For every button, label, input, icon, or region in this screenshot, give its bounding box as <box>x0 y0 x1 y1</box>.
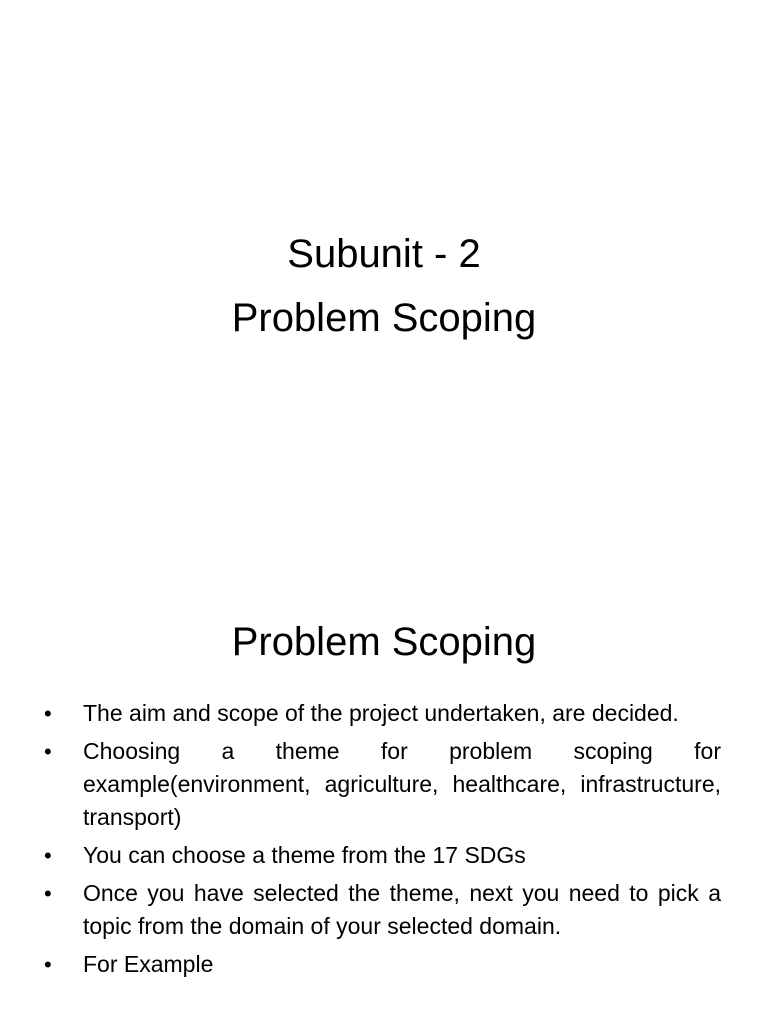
bullet-dot-icon: • <box>44 952 52 977</box>
bullet-item <box>44 877 721 943</box>
bullet-dot-icon: • <box>44 701 52 726</box>
bullet-item <box>44 839 721 872</box>
slide-title: Problem Scoping <box>231 620 537 664</box>
bullet-dot-icon: • <box>44 881 52 906</box>
bullet-item <box>44 697 721 730</box>
bullet-item <box>44 735 721 834</box>
subunit-subheading: Problem Scoping <box>231 296 537 340</box>
bullet-text: You can choose a theme from the 17 SDGs <box>83 842 526 868</box>
bullet-list <box>44 697 721 986</box>
bullet-dot-icon: • <box>44 739 52 764</box>
subunit-title-block <box>0 222 768 350</box>
subunit-heading: Subunit - 2 <box>287 232 481 276</box>
bullet-text: For Example <box>83 951 214 977</box>
bullet-text: The aim and scope of the project undertaken, are decided. <box>83 700 679 726</box>
bullet-text: Once you have selected the theme, next you need to pick a topic from the domain of your selected domain. <box>83 880 721 939</box>
bullet-item <box>44 948 721 981</box>
bullet-text: Choosing a theme for problem scoping for example(environment, agriculture, healthcare, infrastructure, transport) <box>83 738 721 830</box>
bullet-dot-icon: • <box>44 843 52 868</box>
